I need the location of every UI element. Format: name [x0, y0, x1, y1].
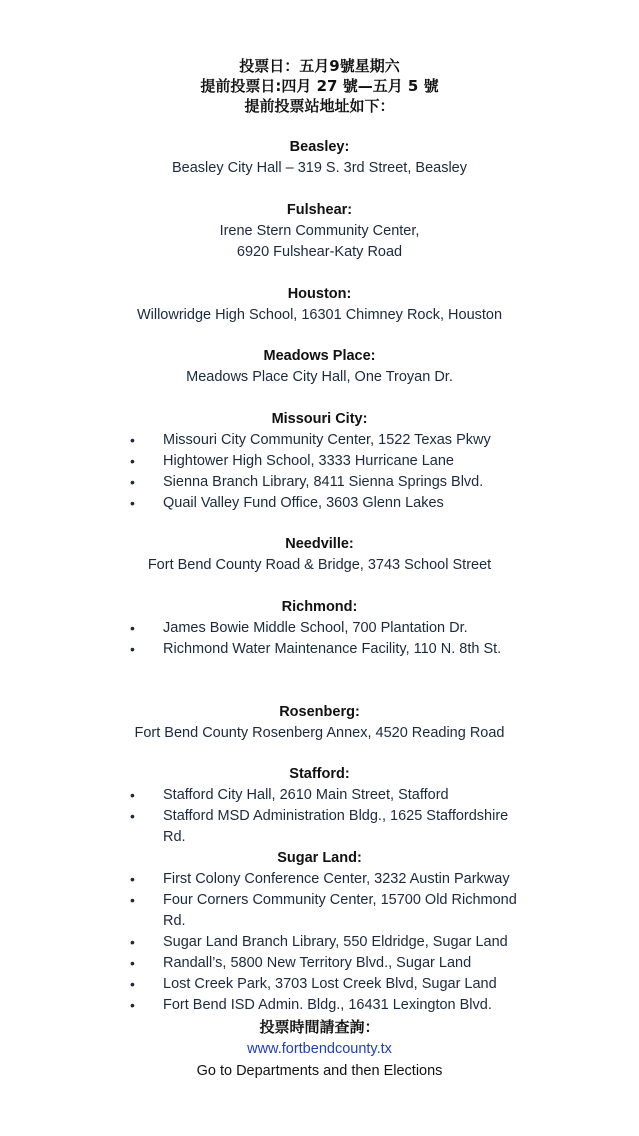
bullet-icon: • [130, 641, 135, 657]
section-heading: Meadows Place: [263, 348, 376, 364]
election-dates-header [0, 56, 639, 116]
list-item: • Four Corners Community Center, 15700 Old Richmond Rd. [130, 892, 517, 929]
voting-hours-footer [0, 1016, 639, 1082]
bullet-icon: • [130, 808, 135, 824]
location-list [0, 430, 639, 514]
list-item: • James Bowie Middle School, 700 Plantation Dr. [0, 618, 639, 639]
list-item: • Fort Bend ISD Admin. Bldg., 16431 Lexington Blvd. [0, 995, 639, 1016]
bullet-icon: • [130, 432, 135, 448]
bullet-icon: • [130, 495, 135, 511]
location-line: 6920 Fulshear-Katy Road [236, 244, 403, 260]
bullet-icon: • [130, 976, 135, 992]
election-day-line: 投票日：五月9號星期六 [239, 57, 400, 75]
location-line: Fort Bend County Rosenberg Annex, 4520 Reading Road [134, 725, 505, 741]
list-item: • First Colony Conference Center, 3232 Austin Parkway [0, 869, 639, 890]
section-meadows-place [0, 346, 639, 388]
section-beasley [0, 137, 639, 179]
navigation-instruction: Go to Departments and then Elections [196, 1063, 443, 1079]
list-item: • Stafford MSD Administration Bldg., 1625 Staffordshire Rd. [130, 808, 509, 845]
section-heading: Rosenberg: [279, 704, 360, 720]
section-heading: Sugar Land: [277, 850, 362, 866]
section-sugar-land [0, 848, 639, 1016]
list-item: • Missouri City Community Center, 1522 Texas Pkwy [0, 430, 639, 451]
early-voting-dates-line: 提前投票日:四月 27 號—五月 5 號 [200, 77, 439, 95]
section-heading: Fulshear: [286, 202, 353, 218]
bullet-icon: • [130, 997, 135, 1013]
section-richmond [0, 597, 639, 660]
early-voting-locations-intro: 提前投票站地址如下： [244, 97, 395, 115]
section-fulshear [0, 200, 639, 263]
section-missouri-city [0, 409, 639, 514]
list-item: • Sienna Branch Library, 8411 Sienna Springs Blvd. [0, 472, 639, 493]
section-heading: Houston: [287, 286, 352, 302]
location-line: Meadows Place City Hall, One Troyan Dr. [186, 369, 453, 385]
list-item: • Richmond Water Maintenance Facility, 110 N. 8th St. [0, 639, 639, 660]
bullet-icon: • [130, 787, 135, 803]
section-houston [0, 284, 639, 326]
bullet-icon: • [130, 934, 135, 950]
location-line: Beasley City Hall – 319 S. 3rd Street, Beasley [172, 160, 467, 176]
location-line: Irene Stern Community Center, [219, 223, 420, 239]
location-line: Fort Bend County Road & Bridge, 3743 School Street [147, 557, 492, 573]
voting-hours-query: 投票時間請查詢： [259, 1018, 380, 1036]
bullet-icon: • [130, 955, 135, 971]
section-heading: Missouri City: [271, 411, 368, 427]
list-item: • Stafford City Hall, 2610 Main Street, Stafford [0, 785, 639, 806]
location-list [0, 869, 639, 1016]
bullet-icon: • [130, 474, 135, 490]
bullet-icon: • [130, 892, 135, 908]
bullet-icon: • [130, 620, 135, 636]
location-list [0, 785, 639, 848]
county-website-link[interactable]: www.fortbendcounty.tx [247, 1041, 392, 1057]
section-heading: Needville: [285, 536, 354, 552]
list-item: • Quail Valley Fund Office, 3603 Glenn Lakes [0, 493, 639, 514]
section-rosenberg [0, 702, 639, 744]
section-heading: Beasley: [289, 139, 350, 155]
location-line: Willowridge High School, 16301 Chimney Rock, Houston [136, 307, 503, 323]
section-heading: Stafford: [289, 766, 350, 782]
section-heading: Richmond: [281, 599, 358, 615]
section-stafford [0, 764, 639, 848]
bullet-icon: • [130, 453, 135, 469]
list-item: • Randall’s, 5800 New Territory Blvd., Sugar Land [0, 953, 639, 974]
section-needville [0, 534, 639, 576]
location-list [0, 618, 639, 660]
list-item: • Lost Creek Park, 3703 Lost Creek Blvd, Sugar Land [0, 974, 639, 995]
bullet-icon: • [130, 871, 135, 887]
list-item: • Sugar Land Branch Library, 550 Eldridge, Sugar Land [0, 932, 639, 953]
list-item: • Hightower High School, 3333 Hurricane Lane [0, 451, 639, 472]
